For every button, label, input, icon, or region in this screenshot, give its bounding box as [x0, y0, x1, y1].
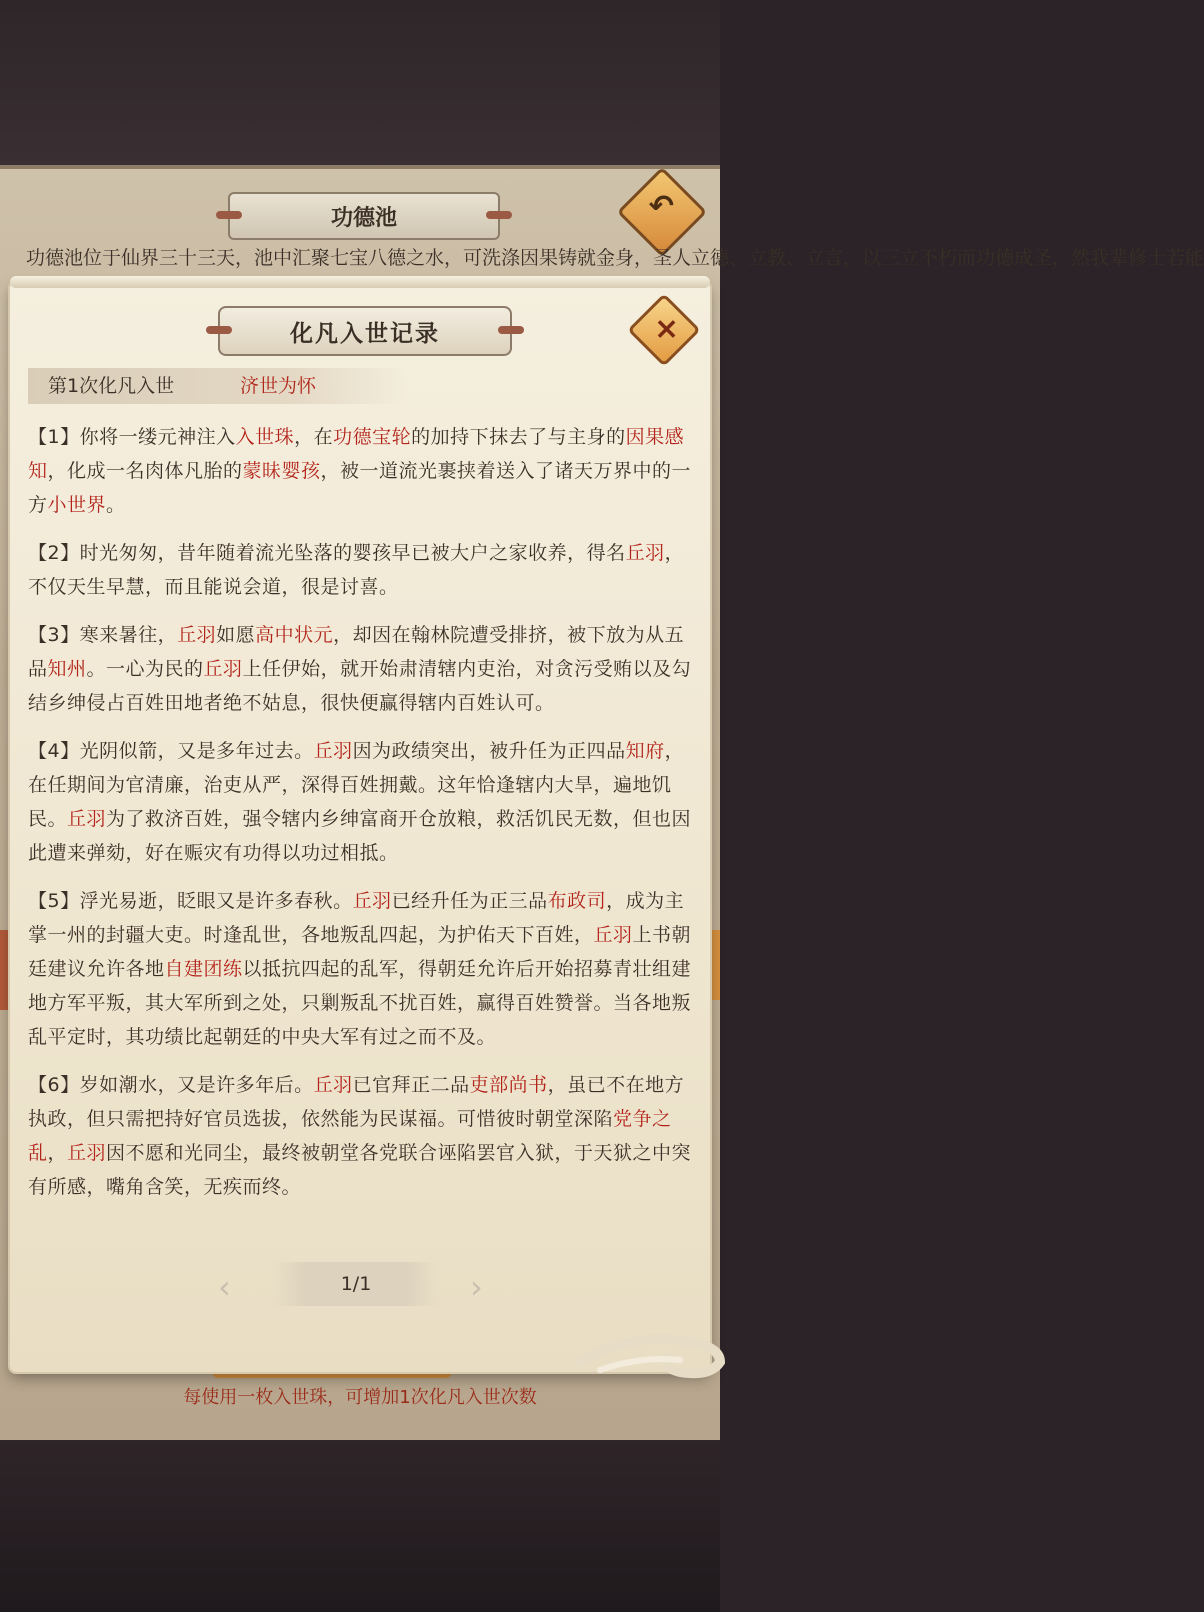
- paragraph-text: 。一心为民的: [86, 658, 204, 680]
- paragraph-text: ，不仅天生早慧，而且能说会道，很是讨喜。: [28, 542, 685, 598]
- paragraph-text: ，被一道流光裹挟着送入了诸天万界中的一方: [28, 460, 692, 516]
- record-dialog: [10, 282, 710, 1372]
- highlight-term: 入世珠: [235, 426, 295, 448]
- page-indicator: [272, 1262, 440, 1306]
- back-arrow-icon: ↶: [648, 188, 674, 224]
- paragraph-text: 。: [106, 494, 126, 516]
- paragraph-text: ，成为主掌一州的封疆大吏。时逢乱世，各地叛乱四起，为护佑天下百姓，: [28, 890, 685, 946]
- background-top: [0, 0, 720, 170]
- highlight-term: 小世界: [47, 494, 107, 516]
- paragraph-text: 【5】浮光易逝，眨眼又是许多春秋。: [28, 890, 353, 912]
- paragraph-text: 如愿: [216, 624, 256, 646]
- paragraph-text: 【2】时光匆匆，昔年随着流光坠落的婴孩早已被大户之家收养，得名: [28, 542, 626, 564]
- panel-border: [0, 165, 720, 169]
- highlight-term: 功德宝轮: [333, 426, 412, 448]
- highlight-term: 因果感知: [28, 426, 685, 482]
- prev-page-icon[interactable]: ‹: [218, 1268, 231, 1306]
- paragraph-text: ，却因在翰林院遭受排挤，被下放为从五品: [28, 624, 685, 680]
- highlight-term: 高中状元: [255, 624, 334, 646]
- title-knob-left: [216, 211, 242, 219]
- close-button[interactable]: [627, 293, 701, 367]
- highlight-term: 知府: [625, 740, 665, 762]
- paragraph-text: 已官拜正二品: [352, 1074, 470, 1096]
- highlight-term: 丘羽: [67, 1142, 107, 1164]
- scroll-curl-decoration: [570, 1322, 730, 1382]
- merit-pool-title-text: 功德池: [330, 205, 397, 231]
- paragraph-text: 因为政绩突出，被升任为正四品: [352, 740, 626, 762]
- paragraph-text: 【3】寒来暑往，: [28, 624, 178, 646]
- dialog-title: [218, 306, 512, 356]
- scroll-rod: [10, 276, 710, 288]
- highlight-term: 丘羽: [625, 542, 665, 564]
- paragraph-text: ，虽已不在地方执政，但只需把持好官员选拔，依然能为民谋福。可惜彼时朝堂深陷: [28, 1074, 685, 1130]
- highlight-term: 丘羽: [593, 924, 633, 946]
- record-number: 第1次化凡入世: [48, 375, 175, 397]
- record-paragraph: [28, 618, 694, 720]
- side-tab-left: [0, 930, 10, 1010]
- highlight-term: 丘羽: [352, 890, 392, 912]
- paragraph-text: ，在任期间为官清廉，治吏从严，深得百姓拥戴。这年恰逢辖内大旱，遍地饥民。: [28, 740, 685, 830]
- paragraph-text: ，在: [294, 426, 334, 448]
- highlight-term: 蒙昧婴孩: [242, 460, 321, 482]
- pager: [10, 1262, 710, 1310]
- paragraph-text: 上书朝廷建议允许各地: [28, 924, 692, 980]
- paragraph-text: ，: [47, 1142, 68, 1164]
- record-paragraph: [28, 734, 694, 870]
- highlight-term: 布政司: [547, 890, 607, 912]
- close-icon: ×: [653, 311, 680, 347]
- highlight-term: 丘羽: [177, 624, 217, 646]
- paragraph-text: 上任伊始，就开始肃清辖内吏治，对贪污受贿以及勾结乡绅侵占百姓田地者绝不姑息，很快便赢得辖内百姓认可。: [28, 658, 692, 714]
- record-paragraphs: [28, 420, 694, 1218]
- record-paragraph: [28, 884, 694, 1054]
- highlight-term: 吏部尚书: [469, 1074, 548, 1096]
- record-header: [28, 368, 408, 404]
- next-page-icon[interactable]: ›: [470, 1268, 483, 1306]
- highlight-term: 丘羽: [313, 1074, 353, 1096]
- paragraph-text: 以抵抗四起的乱军，得朝廷允许后开始招募青壮组建地方军平叛，其大军所到之处，只剿叛乱不扰百姓，赢得百姓赞誉。当各地叛乱平定时，其功绩比起朝廷的中央大军有过之而不及。: [28, 958, 692, 1048]
- paragraph-text: ，化成一名肉体凡胎的: [47, 460, 243, 482]
- paragraph-text: 的加持下抹去了与主身的: [411, 426, 626, 448]
- background-bottom: [0, 1440, 720, 1612]
- title-knob-left: [206, 326, 232, 334]
- paragraph-text: 已经升任为正三品: [391, 890, 548, 912]
- paragraph-text: 为了救济百姓，强令辖内乡绅富商开仓放粮，救活饥民无数，但也因此遭来弹劾，好在赈灾有功得以功过相抵。: [28, 808, 692, 864]
- highlight-term: 知州: [47, 658, 87, 680]
- highlight-term: 丘羽: [313, 740, 353, 762]
- highlight-term: 丘羽: [203, 658, 243, 680]
- title-knob-right: [486, 211, 512, 219]
- paragraph-text: 【1】你将一缕元神注入: [28, 426, 236, 448]
- bead-usage-tip: 每使用一枚入世珠，可增加1次化凡入世次数: [183, 1387, 537, 1408]
- record-name: 济世为怀: [240, 375, 317, 397]
- paragraph-text: 【6】岁如潮水，又是许多年后。: [28, 1074, 314, 1096]
- record-paragraph: [28, 1068, 694, 1204]
- dialog-title-text: 化凡入世记录: [290, 320, 440, 347]
- paragraph-text: 【4】光阴似箭，又是多年过去。: [28, 740, 314, 762]
- merit-pool-title: [228, 192, 500, 240]
- highlight-term: 丘羽: [67, 808, 107, 830]
- record-paragraph: [28, 536, 694, 604]
- highlight-term: 自建团练: [164, 958, 243, 980]
- title-knob-right: [498, 326, 524, 334]
- merit-pool-description: 功德池位于仙界三十三天，池中汇聚七宝八德之水，可洗涤因果铸就金身，圣人立德、立教、立言，以三立不朽而功德成圣，然我辈修士若能: [26, 247, 1204, 269]
- paragraph-text: 因不愿和光同尘，最终被朝堂各党联合诬陷罢官入狱，于天狱之中突有所感，嘴角含笑，无疾而终。: [28, 1142, 692, 1198]
- page-label: 1/1: [340, 1273, 372, 1295]
- record-paragraph: [28, 420, 694, 522]
- highlight-term: 党争之乱: [28, 1108, 672, 1164]
